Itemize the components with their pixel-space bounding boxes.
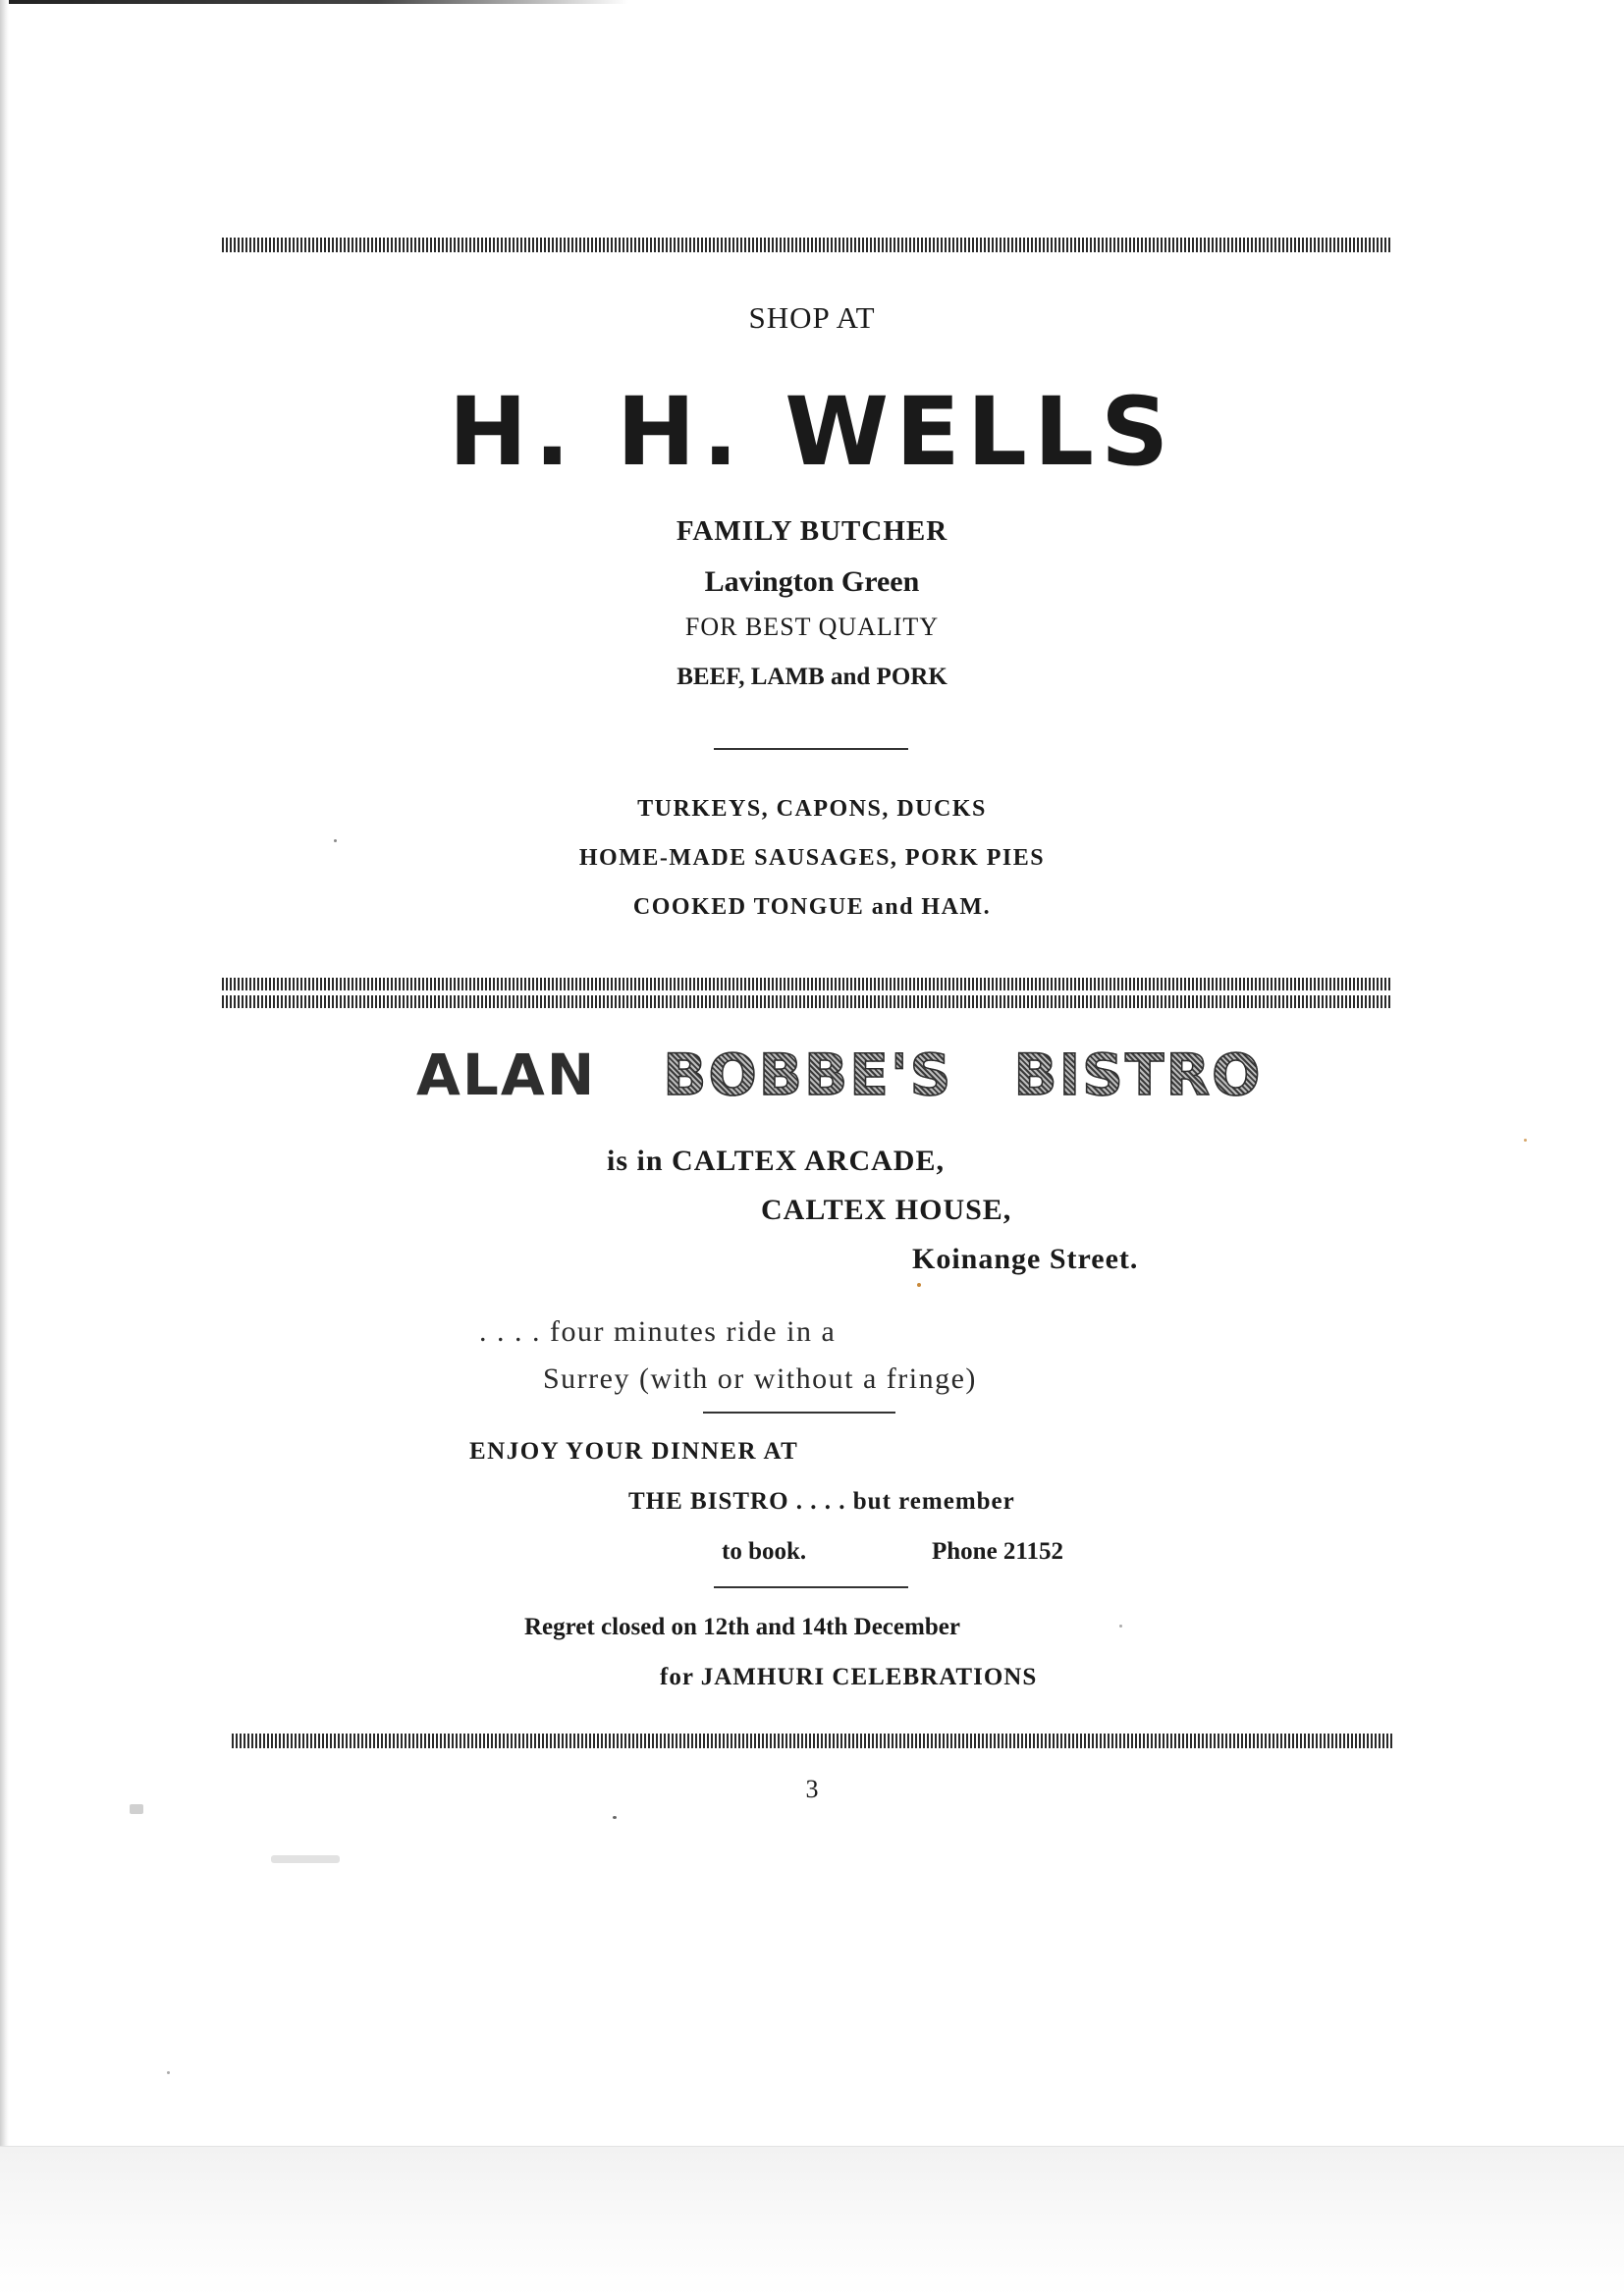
page-number: 3 (805, 1775, 819, 1803)
ad-dinner-line-1: ENJOY YOUR DINNER AT (469, 1438, 799, 1465)
decorative-rule-bottom (232, 1734, 1392, 1748)
decorative-rule-top (222, 238, 1392, 252)
ad-business-name: H. H. WELLS (448, 377, 1176, 487)
ad-dinner-line-3: to book. (722, 1538, 807, 1565)
divider-short-2 (703, 1412, 895, 1414)
title-word-bistro: BISTRO (1013, 1041, 1263, 1108)
ad-sausages-line: HOME-MADE SAUSAGES, PORK PIES (578, 845, 1046, 871)
scan-shadow-bottom (0, 2146, 1624, 2296)
title-word-bobbes: BOBBE'S (663, 1041, 953, 1108)
scan-speck (917, 1283, 921, 1287)
ad-closed-line-1: Regret closed on 12th and 14th December (524, 1614, 960, 1640)
ad-dinner-line-2: THE BISTRO . . . . but remember (628, 1488, 1015, 1515)
ad-poultry-line: TURKEYS, CAPONS, DUCKS (637, 796, 987, 822)
title-word-alan: ALAN (416, 1041, 597, 1108)
ad-phone: Phone 21152 (932, 1538, 1064, 1565)
ad-ride-line-1: . . . . four minutes ride in a (479, 1315, 837, 1348)
scan-speck (167, 2071, 170, 2074)
divider-short-3 (714, 1586, 908, 1588)
ad-tongue-line: COOKED TONGUE and HAM. (632, 894, 992, 920)
decorative-rule-middle-2 (222, 995, 1392, 1008)
scan-edge-left (0, 0, 9, 2295)
scan-speck (334, 839, 337, 842)
ad-location: Lavington Green (704, 565, 920, 598)
scan-speck (130, 1804, 143, 1814)
decorative-rule-middle-1 (222, 978, 1392, 990)
ad-address-line-2: CALTEX HOUSE, (761, 1194, 1012, 1226)
ad-ride-line-2: Surrey (with or without a fringe) (543, 1362, 977, 1395)
divider-short (714, 748, 908, 750)
scan-speck (1524, 1139, 1527, 1142)
scan-speck (613, 1816, 617, 1819)
ad-bistro-title (416, 1041, 1263, 1108)
scan-speck (271, 1855, 340, 1863)
scan-edge-top (0, 0, 628, 4)
scan-speck (1119, 1625, 1122, 1628)
ad-closed-line-2: for JAMHURI CELEBRATIONS (660, 1664, 1038, 1690)
ad-quality-line: FOR BEST QUALITY (684, 613, 940, 641)
ad-intro: SHOP AT (748, 300, 876, 335)
ad-trade: FAMILY BUTCHER (676, 515, 948, 547)
ad-address-line-3: Koinange Street. (912, 1243, 1139, 1275)
ad-meats-line: BEEF, LAMB and PORK (677, 664, 947, 690)
ad-address-line-1: is in CALTEX ARCADE, (607, 1145, 945, 1177)
